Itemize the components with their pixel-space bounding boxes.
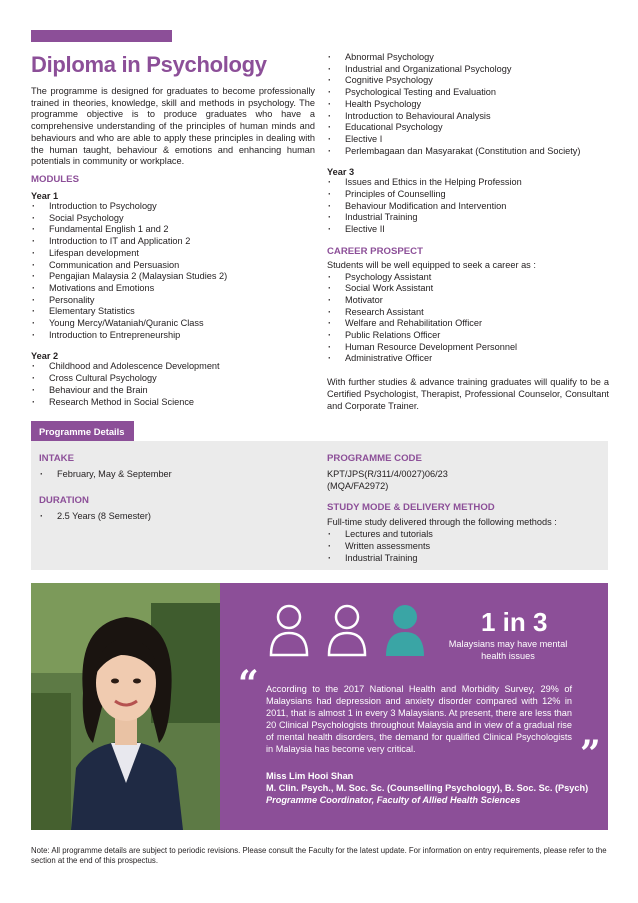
programme-details-panel bbox=[31, 441, 608, 570]
list-item: · Cognitive Psychology bbox=[327, 75, 609, 87]
details-left bbox=[39, 453, 309, 522]
intro-paragraph: The programme is designed for graduates to become professionally trained in theories, knowledge, skill and methods in psychology. The programme objective is to produce graduates who have a comprehensive understanding of the principles of human minds and behaviours and who are able to apply these principles in dealing with the human taught, behaviour & emotions and enhancing human potentials in community or workplace. bbox=[31, 86, 315, 167]
list-item: · Motivator bbox=[327, 295, 609, 307]
list-item: · Research Assistant bbox=[327, 307, 609, 319]
study-lead: Full-time study delivered through the following methods : bbox=[327, 517, 557, 528]
list-item: · Research Method in Social Science bbox=[31, 397, 315, 409]
year1-label: Year 1 bbox=[31, 191, 59, 201]
list-item: · Personality bbox=[31, 295, 315, 307]
coordinator-credentials: M. Clin. Psych., M. Soc. Sc. (Counselling Psychology), B. Soc. Sc. (Psych) bbox=[266, 783, 589, 793]
person-outline-icon bbox=[326, 603, 368, 657]
list-item: · Introduction to Psychology bbox=[31, 201, 315, 213]
header-accent-bar bbox=[31, 30, 172, 42]
page-title: Diploma in Psychology bbox=[31, 52, 267, 77]
year2-list-part1 bbox=[31, 361, 315, 408]
list-item: · Abnormal Psychology bbox=[327, 52, 609, 64]
code-line1: KPT/JPS(R/311/4/0027)06/23 bbox=[327, 469, 448, 479]
list-item: · Industrial Training bbox=[327, 212, 609, 224]
list-item: · Perlembagaan dan Masyarakat (Constitution and Society) bbox=[327, 146, 609, 158]
list-item: · Public Relations Officer bbox=[327, 330, 609, 342]
portrait-illustration bbox=[31, 583, 220, 830]
list-item: · Issues and Ethics in the Helping Profession bbox=[327, 177, 609, 189]
intake-list bbox=[39, 469, 309, 481]
programme-details-tab: Programme Details bbox=[31, 421, 134, 441]
year2-list-part2 bbox=[327, 52, 609, 157]
list-item: · Elementary Statistics bbox=[31, 306, 315, 318]
coordinator-role: Programme Coordinator, Faculty of Allied Health Sciences bbox=[266, 795, 521, 805]
intake-heading: INTAKE bbox=[39, 453, 74, 464]
modules-left-column bbox=[31, 174, 315, 408]
study-list bbox=[327, 529, 602, 564]
duration-list bbox=[39, 511, 309, 523]
list-item: · Elective II bbox=[327, 224, 609, 236]
list-item: · Young Mercy/Wataniah/Quranic Class bbox=[31, 318, 315, 330]
list-item: · Lectures and tutorials bbox=[327, 529, 602, 541]
list-item: · Motivations and Emotions bbox=[31, 283, 315, 295]
list-item: · Industrial and Organizational Psychology bbox=[327, 64, 609, 76]
list-item: · Fundamental English 1 and 2 bbox=[31, 224, 315, 236]
person-teal-icon bbox=[384, 603, 426, 657]
testimonial-quote: According to the 2017 National Health and Morbidity Survey, 29% of Malaysians had depression and anxiety disorder compared with 12% in 2011, that is almost 1 in every 3 Malaysians. At present, there are less than 20 Clinical Psychologists throughout Malaysia and in view of a gradual rise of mental health disorders, the demand for qualified Clinical Psychologists in Malaysia has become very critical. bbox=[266, 684, 572, 754]
study-heading: STUDY MODE & DELIVERY METHOD bbox=[327, 502, 495, 514]
list-item: · Educational Psychology bbox=[327, 122, 609, 134]
modules-heading: MODULES bbox=[31, 174, 79, 185]
modules-right-column bbox=[327, 52, 609, 412]
list-item: · Principles of Counselling bbox=[327, 189, 609, 201]
list-item: · Administrative Officer bbox=[327, 353, 609, 365]
list-item: · Social Work Assistant bbox=[327, 283, 609, 295]
list-item: · Psychology Assistant bbox=[327, 272, 609, 284]
list-item: · February, May & September bbox=[39, 469, 309, 481]
open-quote-mark: “ bbox=[238, 663, 259, 705]
list-item: · Introduction to Behavioural Analysis bbox=[327, 111, 609, 123]
year2-label: Year 2 bbox=[31, 351, 59, 362]
year3-label: Year 3 bbox=[327, 167, 355, 178]
signature-block bbox=[266, 770, 596, 806]
list-item: · Cross Cultural Psychology bbox=[31, 373, 315, 385]
coordinator-name: Miss Lim Hooi Shan bbox=[266, 771, 354, 781]
duration-heading: DURATION bbox=[39, 494, 89, 506]
list-item: · Childhood and Adolescence Development bbox=[31, 361, 315, 373]
list-item: · Elective I bbox=[327, 134, 609, 146]
career-lead: Students will be well equipped to seek a career as : bbox=[327, 259, 536, 270]
coordinator-photo bbox=[31, 583, 220, 830]
career-closing: With further studies & advance training graduates will qualify to be a Certified Psychologist, Therapist, Professional Counselor, Consultant and Corporate Trainer. bbox=[327, 377, 609, 411]
list-item: · Written assessments bbox=[327, 541, 602, 553]
close-quote-mark: ” bbox=[580, 733, 601, 775]
list-item: · Industrial Training bbox=[327, 553, 602, 565]
code-heading: PROGRAMME CODE bbox=[327, 453, 422, 464]
list-item: · Communication and Persuasion bbox=[31, 260, 315, 272]
list-item: · 2.5 Years (8 Semester) bbox=[39, 511, 309, 523]
list-item: · Introduction to IT and Application 2 bbox=[31, 236, 315, 248]
list-item: · Health Psychology bbox=[327, 99, 609, 111]
testimonial-panel bbox=[220, 583, 608, 830]
stat-caption: Malaysians may have mental health issues bbox=[448, 639, 568, 661]
career-list bbox=[327, 272, 609, 366]
footnote: Note: All programme details are subject to periodic revisions. Please consult the Faculty for the latest update. For information on entry requirements, please refer to the section at the end of this prospectus. bbox=[31, 846, 607, 865]
list-item: · Behaviour and the Brain bbox=[31, 385, 315, 397]
list-item: · Social Psychology bbox=[31, 213, 315, 225]
list-item: · Behaviour Modification and Intervention bbox=[327, 201, 609, 213]
list-item: · Lifespan development bbox=[31, 248, 315, 260]
list-item: · Pengajian Malaysia 2 (Malaysian Studies 2) bbox=[31, 271, 315, 283]
details-right bbox=[327, 453, 602, 564]
year3-list bbox=[327, 177, 609, 236]
code-line2: (MQA/FA2972) bbox=[327, 480, 389, 491]
year1-list bbox=[31, 201, 315, 341]
list-item: · Introduction to Entrepreneurship bbox=[31, 330, 315, 342]
stat-headline: 1 in 3 bbox=[481, 607, 548, 637]
list-item: · Welfare and Rehabilitation Officer bbox=[327, 318, 609, 330]
career-heading: CAREER PROSPECT bbox=[327, 245, 423, 257]
list-item: · Psychological Testing and Evaluation bbox=[327, 87, 609, 99]
person-outline-icon bbox=[268, 603, 310, 657]
list-item: · Human Resource Development Personnel bbox=[327, 342, 609, 354]
